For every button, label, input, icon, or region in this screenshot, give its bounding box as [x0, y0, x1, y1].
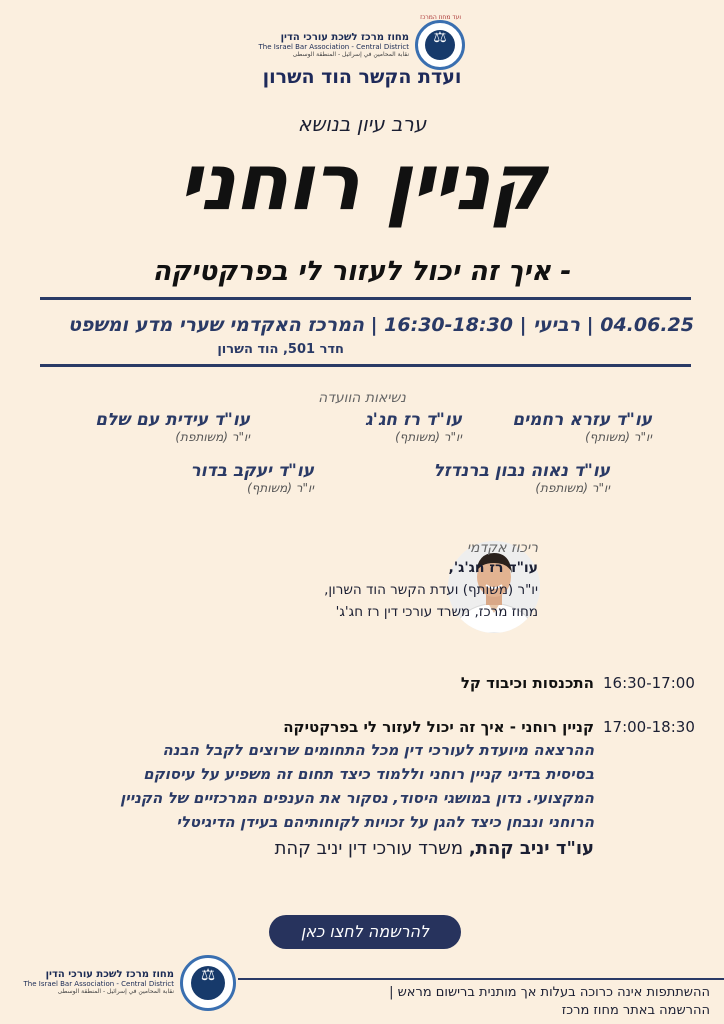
description-line: הרוחני ונבחן כיצד להגן על זכויות לקוחותיהם בעידן הדיגיטלי — [176, 813, 594, 831]
logo-english: The Israel Bar Association - Central District — [258, 43, 409, 51]
committee-member — [191, 461, 315, 495]
committee-member — [434, 461, 611, 495]
academic-line: יו"ר (משותף) ועדת הקשר הוד השרון, — [324, 582, 538, 598]
member-role: יו"ר (משותף) — [395, 430, 462, 444]
member-name: עו"ד יעקב בדור — [190, 461, 314, 481]
committee-member — [95, 410, 250, 444]
event-tagline: - איך זה יכול לעזור לי בפרקטיקה — [152, 256, 572, 287]
logo-english: The Israel Bar Association - Central District — [23, 980, 174, 988]
academic-name: עו"ד רז חג'ג', — [448, 560, 538, 576]
academic-line: מחוז מרכז, משרד עורכי דין רז חג'ג' — [335, 604, 538, 620]
member-name: עו"ד עידית עם שלם — [95, 410, 250, 430]
register-button[interactable]: להרשמה לחצו כאן — [269, 915, 461, 949]
divider-bottom — [40, 364, 691, 367]
agenda-time: 17:00-18:30 — [603, 718, 695, 736]
logo-arabic: نقابة المحامين في إسرائيل - المنطقة الوسطى — [292, 51, 409, 58]
footer-note: ההרשמה באתר מחוז מרכז — [561, 1003, 710, 1018]
member-role: יו"ר (משותף) — [585, 430, 652, 444]
description-line: המקצועי. נדון במושגי היסוד, נסקור את הענפים המרכזיים של הקניין — [120, 789, 594, 807]
logo-ring-text: ועד מחוז המרכז — [420, 14, 461, 21]
committee-heads-label: נשיאות הוועדה — [318, 390, 406, 406]
scales-of-justice-icon: ⚖ — [180, 955, 236, 1011]
speaker-firm: משרד עורכי דין יניב קהת — [274, 838, 464, 859]
agenda-title: קניין רוחני - איך זה יכול לעזור לי בפרקטיקה — [283, 718, 594, 736]
member-role: יו"ר (משותפת) — [175, 430, 250, 444]
member-role: יו"ר (משותפת) — [535, 481, 610, 495]
agenda-title: התכנסות וכיבוד קל — [460, 674, 594, 692]
speaker-name: עו"ד יניב קהת, — [468, 838, 594, 859]
divider-top — [40, 297, 691, 300]
member-name: עו"ד עזרא רחמים — [512, 410, 652, 430]
logo-hebrew: מחוז מרכז לשכת עורכי הדין — [280, 32, 409, 43]
description-line: בסיסית בדיני קניין רוחני וללמוד כיצד תחום זה משפיע על עיסוקם — [143, 765, 594, 783]
logo-hebrew: מחוז מרכז לשכת עורכי הדין — [45, 969, 174, 980]
bar-association-logo — [14, 955, 236, 1015]
committee-name: ועדת הקשר הוד השרון — [262, 66, 462, 88]
member-name: עו"ד רז חג'ג — [365, 410, 462, 430]
footer-note: ההשתתפות אינה כרוכה בעלות אך מותנית ברישום מראש | — [389, 985, 710, 1000]
committee-member — [365, 410, 462, 444]
event-title: קניין רוחני — [178, 138, 546, 228]
footer-divider — [238, 978, 724, 980]
bar-association-logo — [255, 14, 465, 74]
speaker — [275, 838, 594, 859]
committee-member — [512, 410, 652, 444]
logo-arabic: نقابة المحامين في إسرائيل - المنطقة الوسطى — [57, 988, 174, 995]
member-role: יו"ר (משותף) — [247, 481, 314, 495]
member-name: עו"ד נאוה נבון ברנדזל — [433, 461, 610, 481]
event-room: חדר 501, הוד השרון — [217, 342, 344, 357]
agenda-time: 16:30-17:00 — [603, 674, 695, 692]
event-details: 04.06.25 | רביעי | 16:30-18:30 | המרכז האקדמי שערי מדע ומשפט — [68, 314, 694, 336]
scales-of-justice-icon: ⚖ — [415, 20, 465, 70]
description-line: ההרצאה מיועדת לעורכי דין מכל התחומים שרוצים לקבל הבנה — [162, 741, 594, 759]
academic-label: ריכוז אקדמי — [466, 540, 538, 556]
event-subtitle: ערב עיון בנושא — [297, 112, 427, 136]
